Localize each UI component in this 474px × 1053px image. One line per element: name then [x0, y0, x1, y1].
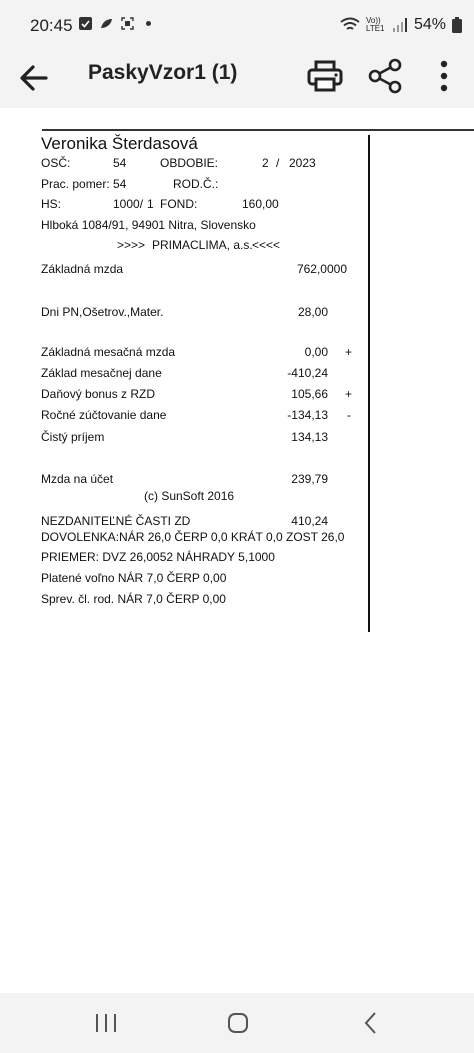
nezd-value: 410,24: [291, 514, 328, 528]
hs-value: 1000/: [113, 197, 144, 211]
obdobie-label: OBDOBIE:: [160, 156, 219, 170]
notification-icons: [79, 17, 155, 30]
app-bar: [0, 48, 474, 108]
dot-icon: [142, 17, 155, 30]
company-right-marker: <<<<: [252, 238, 281, 252]
recent-apps-icon[interactable]: [91, 1009, 121, 1037]
priemer-line: PRIEMER: DVZ 26,0052 NÁHRADY 5,1000: [41, 550, 275, 564]
obdobie-year: 2023: [289, 156, 316, 170]
row-label: Dni PN,Ošetrov.,Mater.: [41, 305, 164, 319]
arrow-left-icon[interactable]: [16, 60, 52, 96]
prac-pomer-value: 54: [113, 177, 127, 191]
nezd-label: NEZDANITEĽNÉ ČASTI ZD: [41, 514, 191, 528]
payslip-document: [0, 108, 474, 993]
copyright: (c) SunSoft 2016: [144, 489, 235, 503]
row-sign: -: [347, 408, 351, 422]
vertical-rule: [368, 135, 370, 632]
osc-value: 54: [113, 156, 127, 170]
row-label: Daňový bonus z RZD: [41, 387, 156, 401]
battery-percent: 54%: [413, 16, 446, 33]
address: Hlboká 1084/91, 94901 Nitra, Slovensko: [41, 218, 256, 232]
row-value: 105,66: [291, 387, 328, 401]
obdobie-month: 2: [262, 156, 269, 170]
top-rule: [42, 129, 474, 131]
row-sign: +: [345, 387, 353, 401]
wifi-icon: [340, 17, 360, 33]
printer-icon[interactable]: [305, 56, 345, 96]
row-sign: +: [345, 345, 353, 359]
sprev-line: Sprev. čl. rod. NÁR 7,0 ČERP 0,00: [41, 592, 226, 606]
home-icon[interactable]: [223, 1009, 253, 1037]
row-label: Základná mzda: [41, 262, 124, 276]
row-value: 762,0000: [296, 262, 347, 276]
signal-icon: [392, 18, 408, 32]
fond-value: 160,00: [242, 197, 279, 211]
dovolenka-line: DOVOLENKA:NÁR 26,0 ČERP 0,0 KRÁT 0,0 ZOST 26,0: [41, 530, 345, 544]
prac-pomer-label: Prac. pomer:: [41, 177, 110, 191]
hs-label: HS:: [41, 197, 62, 211]
screenshot-icon: [121, 17, 134, 30]
network-label: Vo)) LTE1: [365, 16, 385, 33]
fond-label: FOND:: [160, 197, 198, 211]
row-value: -134,13: [287, 408, 328, 422]
system-nav-bar: [0, 993, 474, 1053]
rod-c-label: ROD.Č.:: [173, 177, 219, 191]
row-value: 134,13: [291, 430, 328, 444]
hs-value-2: 1: [147, 197, 154, 211]
check-box-icon: [79, 17, 92, 30]
share-icon[interactable]: [366, 56, 404, 96]
back-nav-icon[interactable]: [357, 1009, 387, 1037]
leaf-icon: [100, 17, 113, 30]
employee-name: Veronika Šterdasová: [41, 134, 198, 153]
company-name: PRIMACLIMA, a.s.: [152, 238, 253, 252]
osc-label: OSČ:: [41, 156, 71, 170]
row-value: 28,00: [297, 305, 328, 319]
row-label: Mzda na účet: [41, 472, 114, 486]
status-time: 20:45: [30, 16, 73, 35]
document-title: PaskyVzor1 (1): [88, 61, 238, 84]
obdobie-sep: /: [276, 156, 280, 170]
more-vert-icon[interactable]: [430, 56, 458, 96]
row-label: Ročné zúčtovanie dane: [41, 408, 167, 422]
company-left-marker: >>>>: [117, 238, 146, 252]
row-label: Základná mesačná mzda: [41, 345, 176, 359]
status-bar: [0, 0, 474, 48]
row-value: 0,00: [304, 345, 328, 359]
row-value: 239,79: [291, 472, 328, 486]
row-label: Čistý príjem: [41, 430, 105, 444]
row-label: Základ mesačnej dane: [41, 366, 162, 380]
battery-icon: [452, 17, 462, 33]
row-value: -410,24: [287, 366, 328, 380]
platene-volno-line: Platené voľno NÁR 7,0 ČERP 0,00: [41, 571, 227, 585]
